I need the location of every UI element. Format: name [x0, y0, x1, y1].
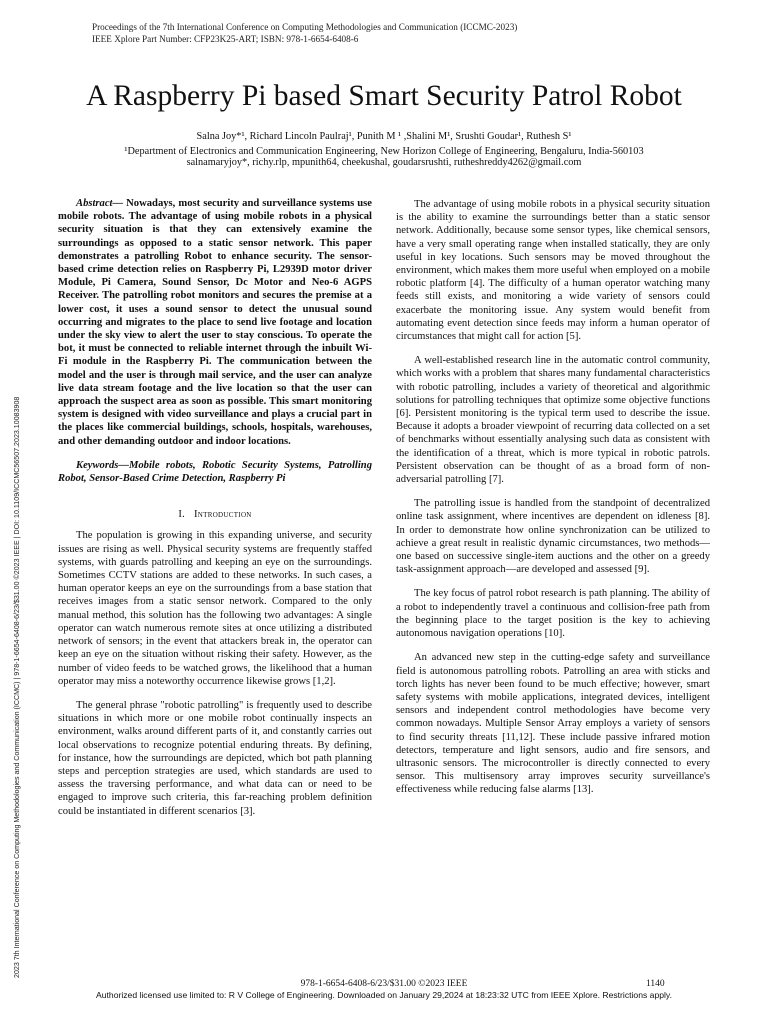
section-heading-introduction [58, 508, 372, 521]
body-paragraph-5: An advanced new step in the cutting-edge safety and surveillance field is autonomous patrolling robots. Patrolling an area with sticks and torch lights has never been found to be much effective; however, smart safety systems with mobile applications, integrated devices, intelligent sensors and independent control methodologies have become very common nowadays. Multiple Sensor Array employs a variety of sensors to find security threats [11,12]. These include passive infrared motion detectors, temperature and light sensors, audio and fire sensors, and ultrasonic sensors. The microcontroller is directly connected to every sensor. This multisensory array improves security surveillance's effectiveness while reducing false alarms [13]. [396, 652, 710, 796]
body-paragraph-2: A well-established research line in the automatic control community, which works with a problem that shares many fundamental characteristics with robotic patrolling, includes a variety of theoretical and algorithmic solutions for patrolling techniques that optimize some objective functions [6]. Persistent monitoring is the typical term used to describe the issue. Because it adopts a broader viewpoint of recurring data collected on a set of benchmarks without essentially analysing such data as consistent with the identification of a threat, which is more typical in robotic patrols. Persistent observation can be thought of as a broad form of non-adversarial patrolling [7]. [396, 355, 710, 486]
intro-paragraph-2: The general phrase "robotic patrolling" is frequently used to describe situations in which more or one mobile robot continually inspects an environment, walks around different parts of it, and constantly carries out local observations to recognize potential enduring threats. By defining, for instance, how the surroundings are depicted, which bot path planning steps and perception strategies are used, which standards are used to assess the traversing performance, and what data can or need to be engaged to improve such criteria, this far-reaching problem definition could be instantiated in different scenarios [3]. [58, 699, 372, 817]
abstract-text: Nowadays, most security and surveillance systems use mobile robots. The advantage of using mobile robots in a physical security situation is that they can extensively examine the surroundings as opposed to a static sensor network. This paper demonstrates a patrolling Robot to enhance security. The sensor-based crime detection relies on Raspberry Pi, L2939D motor driver Module, Pi Camera, Sound Sensor, Dc Motor and Neo-6 AGPS Receiver. The patrolling robot monitors and secures the premise at a lower cost, it uses a sound sensor to detect the unusual sound occurring and migrates to the place to send live footage and location under the sky view to alert the user to stay conscious. To operate the bot, it must be connected to reliable internet through the inbuilt Wi-Fi module in the Raspberry Pi. The communication between the model and the user is through mail service, and the user can analyze live data stream footage and the live location so that the user can approach the suspect area as soon as possible. This smart monitoring system is designed with video surveillance and plays a crucial part in the places like commercial buildings, schools, hospitals, warehouses, and other demanding outdoor and indoor locations. [58, 198, 372, 447]
abstract-label: Abstract— [76, 198, 124, 209]
authorized-use-notice: Authorized licensed use limited to: R V College of Engineering. Downloaded on January 29,2024 at 18:23:32 UTC from IEEE Xplore. Restrictions apply. [96, 990, 672, 1000]
intro-paragraph-1: The population is growing in this expanding universe, and security issues are rising as well. Physical security systems are frequently staffed systems, with guards patrolling and keeping an eye on the surroundings. Sometimes CCTV stations are added to these networks. In such cases, a human operator keeps an eye on the surroundings from a base station that receives images from a static sensor network. Compared to the only manual method, this solution has the following two advantages: A single operator can watch numerous remote sites at once utilizing a distributed network of sensors; in the event that attackers break in, the operator can keep an eye on the situation without risking their safety. However, as the number of video feeds to be watched grows, the likelihood that a human operator may miss a noteworthy occurrence likewise grows [1,2]. [58, 530, 372, 687]
conference-name: Proceedings of the 7th International Conference on Computing Methodologies and Communication (ICCMC-2023) [92, 22, 518, 32]
body-paragraph-1: The advantage of using mobile robots in a physical security situation is the ability to examine the surroundings better than a static sensor network. Additionally, because some sensor types, like chemical sensors, have a very small operating range when installed statically, they are only useful in key locations. Such sensors may be moved throughout the environment, which makes them more useful when employed on a mobile robotic platform [4]. The difficulty of a human operator watching many feeds still exists, and monitoring a wide variety of sensors could exacerbate the monitoring issue. Any system would benefit from automating event detection since feeds may inform a human operator of circumstances that might call for action [5]. [396, 199, 710, 343]
side-citation-strip: 2023 7th International Conference on Computing Methodologies and Communication (ICCMC) | 978-1-6654-6408-6/23/$31.00 ©2023 IEEE | DOI: 10.1109/ICCMC56507.2023.10083908 [13, 396, 21, 978]
body-paragraph-3: The patrolling issue is handled from the standpoint of decentralized online task assignment, where incentives are dependent on idleness [8]. In order to demonstrate how online synchronization can be utilized to achieve a great result in realistic dynamic circumstances, two methods—one based on successive single-item auctions and the other on a greedy task-assignment approach—are developed and assessed [9]. [396, 498, 710, 576]
author-list: Salna Joy*¹, Richard Lincoln Paulraj¹, Punith M ¹ ,Shalini M¹, Srushti Goudar¹, Ruthesh S¹ [196, 131, 572, 142]
conference-header [92, 22, 517, 45]
paper-title: A Raspberry Pi based Smart Security Patrol Robot [86, 80, 682, 112]
abstract [58, 197, 372, 448]
page-number: 1140 [646, 979, 665, 989]
part-number-isbn: IEEE Xplore Part Number: CFP23K25-ART; ISBN: 978-1-6654-6408-6 [92, 33, 359, 44]
left-column [58, 197, 372, 829]
affiliation: ¹Department of Electronics and Communication Engineering, New Horizon College of Engineering, Bengaluru, India-560103 [124, 146, 644, 157]
footer-copyright: 978-1-6654-6408-6/23/$31.00 ©2023 IEEE [300, 979, 468, 989]
section-title: Introduction [193, 509, 252, 521]
right-column [396, 198, 710, 808]
body-paragraph-4: The key focus of patrol robot research is path planning. The ability of a robot to independently travel a continuous and collision-free path from the beginning place to the target position is the key to achieving autonomous navigation operations [10]. [396, 588, 710, 640]
section-number: I. [178, 509, 186, 521]
author-emails: salnamaryjoy*, richy.rlp, mpunith64, cheekushal, goudarsrushti, rutheshreddy4262@gmail.com [186, 157, 582, 168]
keywords: Keywords—Mobile robots, Robotic Security Systems, Patrolling Robot, Sensor-Based Crime Detection, Raspberry Pi [58, 459, 372, 485]
